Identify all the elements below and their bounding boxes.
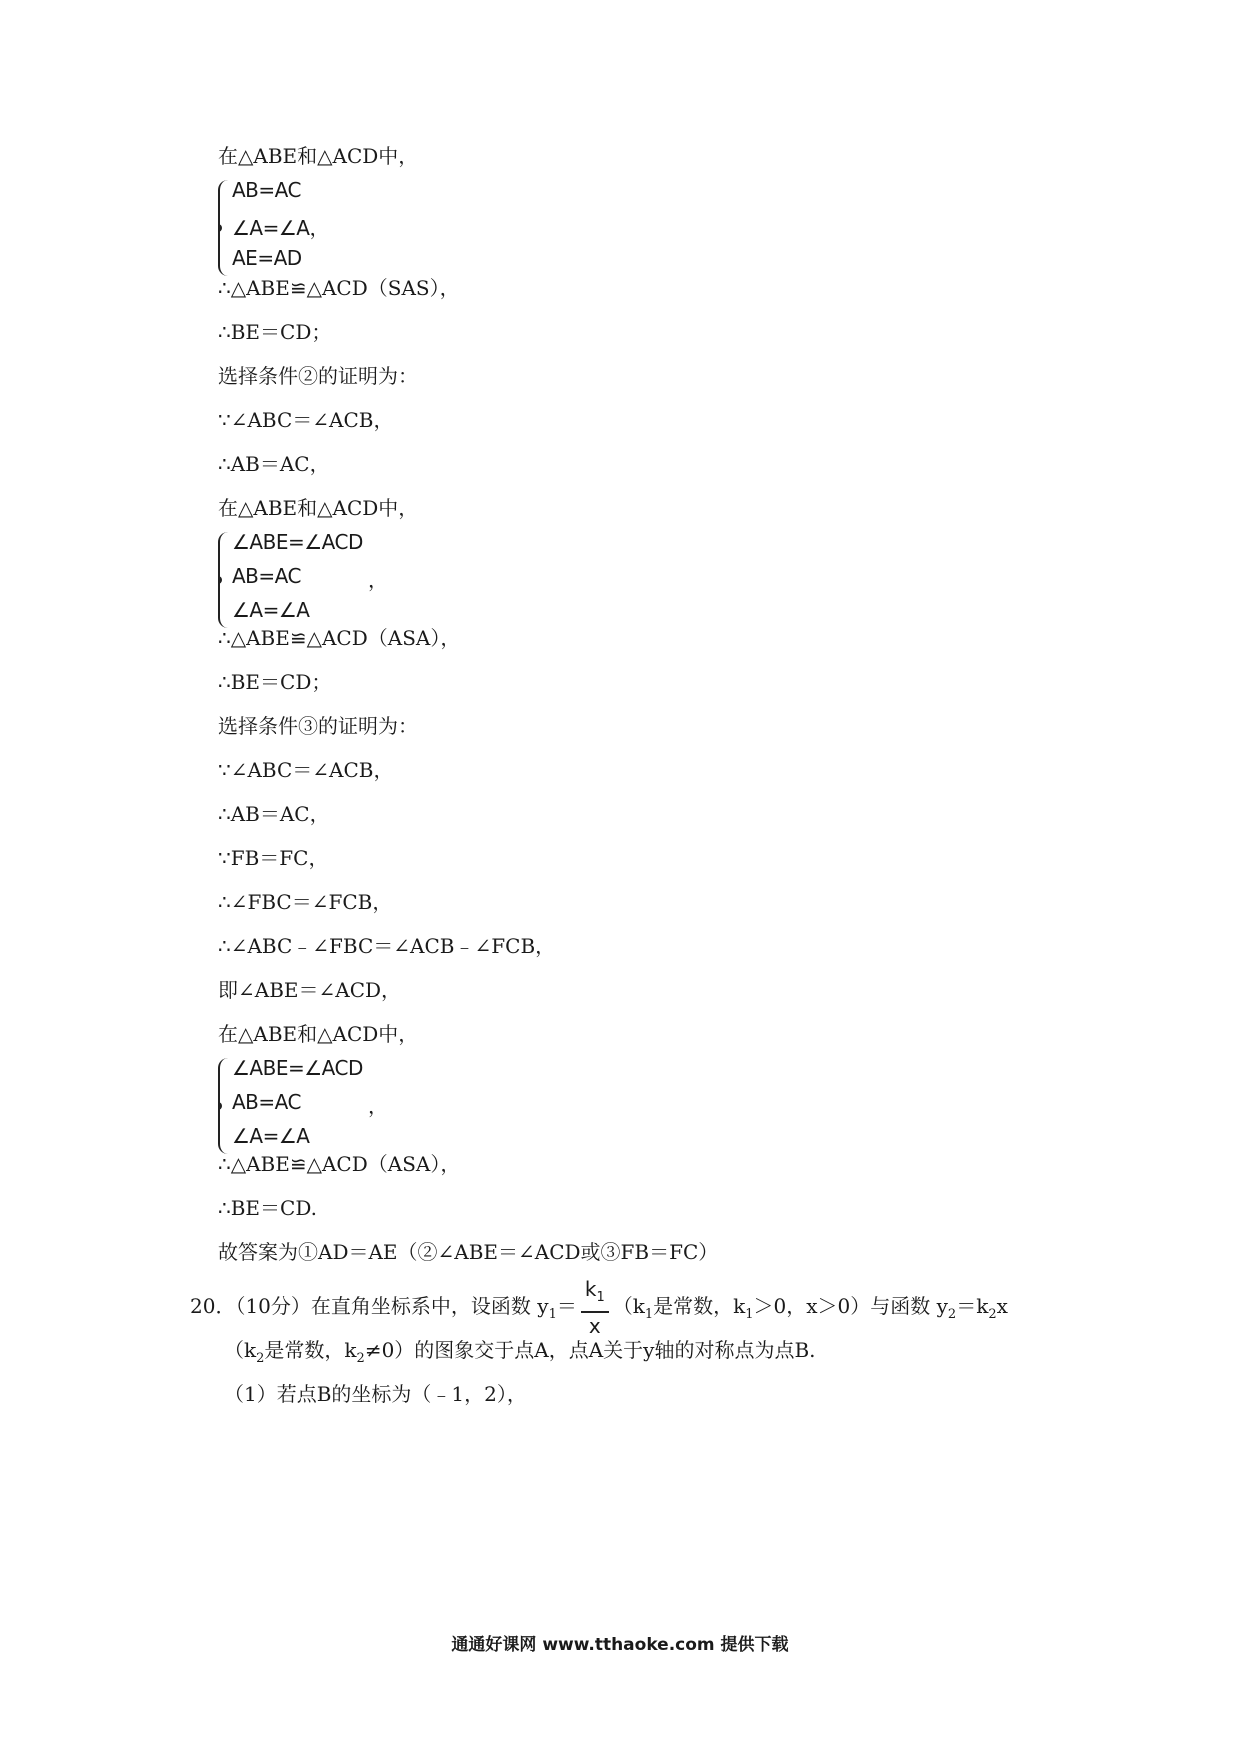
- fraction: [581, 1276, 609, 1339]
- subscript: 1: [745, 1307, 754, 1322]
- subscript: 2: [256, 1351, 265, 1366]
- subscript: 2: [356, 1351, 365, 1366]
- text-run: ＝k: [956, 1294, 989, 1318]
- subscript: 2: [988, 1307, 997, 1322]
- subscript: 2: [947, 1307, 957, 1322]
- text-run: ≠0）的图象交于点A，点A关于y轴的对称点为点B.: [364, 1338, 816, 1362]
- subscript: 1: [596, 1290, 605, 1305]
- text-run: （k: [612, 1294, 645, 1318]
- subscript: 1: [548, 1307, 557, 1322]
- system-row: ∠A=∠A: [232, 598, 310, 622]
- text-run: x: [996, 1294, 1008, 1318]
- text-run: （k: [224, 1338, 257, 1362]
- system-row: AB=AC: [232, 178, 301, 202]
- system-row: ∠A=∠A，: [232, 216, 329, 240]
- text-line: ∴∠FBC＝∠FCB，: [218, 890, 393, 914]
- text-line: ∴△ABE≌△ACD（ASA），: [218, 1152, 461, 1176]
- problem-20-line-2: [224, 1336, 816, 1373]
- brace-icon: [218, 532, 230, 628]
- problem-20-line-3: （1）若点B的坐标为（﹣1，2），: [224, 1382, 527, 1406]
- text-line: ∴BE＝CD；: [218, 320, 332, 344]
- text-line: ∴△ABE≌△ACD（ASA），: [218, 626, 461, 650]
- system-row: AB=AC: [232, 1090, 301, 1114]
- system-tail: ，: [368, 1094, 388, 1118]
- text-line: ∴∠ABC﹣∠FBC＝∠ACB﹣∠FCB，: [218, 934, 556, 958]
- text-line: ∵∠ABC＝∠ACB，: [218, 758, 394, 782]
- text-line: 即∠ABE＝∠ACD，: [218, 978, 402, 1002]
- brace-icon: [218, 180, 230, 276]
- text-line: 故答案为①AD＝AE（②∠ABE＝∠ACD或③FB＝FC）: [218, 1240, 719, 1264]
- text-line: 在△ABE和△ACD中，: [218, 496, 419, 520]
- text-run: 是常数，k: [653, 1294, 746, 1318]
- system-row: ∠ABE=∠ACD: [232, 1056, 363, 1080]
- text-line: ∴△ABE≌△ACD（SAS），: [218, 276, 460, 300]
- system-row: AB=AC: [232, 564, 301, 588]
- text-line: ∴AB＝AC，: [218, 802, 330, 826]
- system-tail: ，: [368, 568, 388, 592]
- text-line: ∴AB＝AC，: [218, 452, 330, 476]
- text-line: ∵∠ABC＝∠ACB，: [218, 408, 394, 432]
- system-row: AE=AD: [232, 246, 302, 270]
- subscript: 1: [644, 1307, 654, 1322]
- fraction-denominator: x: [588, 1314, 601, 1338]
- text-line: ∵FB＝FC，: [218, 846, 329, 870]
- fraction-numerator: [581, 1276, 609, 1313]
- system-row: ∠ABE=∠ACD: [232, 530, 363, 554]
- equals: ＝: [556, 1294, 577, 1318]
- text-line: ∴BE＝CD；: [218, 670, 332, 694]
- text-line: 在△ABE和△ACD中，: [218, 144, 419, 168]
- problem-head: 20．（10分）在直角坐标系中，设函数 y: [190, 1294, 549, 1318]
- page-footer: 通通好课网 www.tthaoke.com 提供下载: [451, 1635, 789, 1655]
- problem-20-line-1: [190, 1276, 1008, 1343]
- text-line: 选择条件③的证明为：: [218, 714, 418, 738]
- brace-icon: [218, 1058, 230, 1154]
- text-run: 是常数，k: [264, 1338, 357, 1362]
- numerator-k: k: [584, 1277, 597, 1301]
- system-row: ∠A=∠A: [232, 1124, 310, 1148]
- text-run: ＞0，x＞0）与函数 y: [753, 1294, 948, 1318]
- text-line: 选择条件②的证明为：: [218, 364, 418, 388]
- text-line: 在△ABE和△ACD中，: [218, 1022, 419, 1046]
- text-line: ∴BE＝CD.: [218, 1196, 318, 1220]
